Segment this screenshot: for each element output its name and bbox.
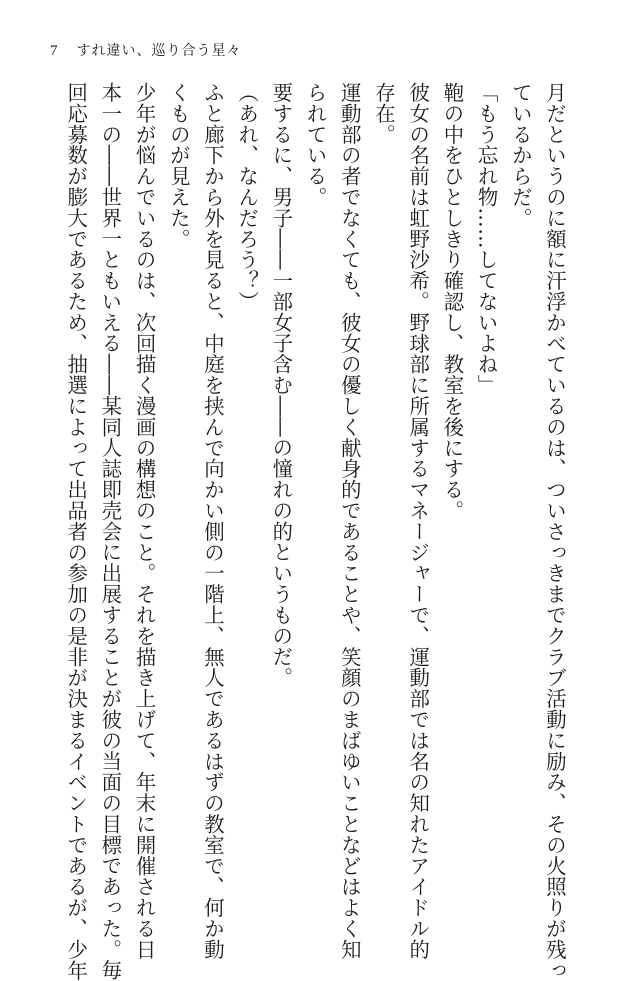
text-line: 回応募数が膨大であるため、抽選によって出品者の参加の是非が決まるイベントであるが、少年 [64, 82, 89, 981]
text-line: 存在。 [371, 82, 396, 145]
page-header [50, 40, 242, 60]
text-line: 「もう忘れ物……してないよね」 [474, 82, 499, 396]
text-line: くものが見えた。 [166, 82, 191, 250]
text-line: （あれ、なんだろう？） [235, 82, 260, 312]
text-line: 彼女の名前は虹野沙希。野球部に所属するマネージャーで、運動部では名の知れたアイドル的 [406, 82, 431, 960]
text-line: 運動部の者でなくても、彼女の優しく献身的であることや、笑顔のまばゆいことなどはよく知 [337, 82, 362, 960]
text-line: 要するに、男子――一部女子含む――の憧れの的というものだ。 [269, 82, 294, 689]
running-title: すれ違い、巡り合う星々 [76, 43, 242, 59]
text-line: 少年が悩んでいるのは、次回描く漫画の構想のこと。それを描き上げて、年末に開催される日 [132, 82, 157, 960]
text-line: 本一の――世界一ともいえる――某同人誌即売会に出展することが彼の当面の目標であった。毎 [98, 82, 123, 981]
vertical-body-text [59, 82, 572, 981]
page-number: 7 [50, 43, 59, 59]
text-line: られている。 [303, 82, 328, 208]
text-line: 月だというのに額に汗浮かべているのは、ついさっきまでクラブ活動に励み、その火照りが残っ [543, 82, 567, 981]
text-line: ているからだ。 [508, 82, 533, 229]
text-line: 鞄の中をひとしきり確認し、教室を後にする。 [440, 82, 465, 521]
text-line: ふと廊下から外を見ると、中庭を挟んで向かい側の一階上、無人であるはずの教室で、何か動 [200, 82, 225, 960]
